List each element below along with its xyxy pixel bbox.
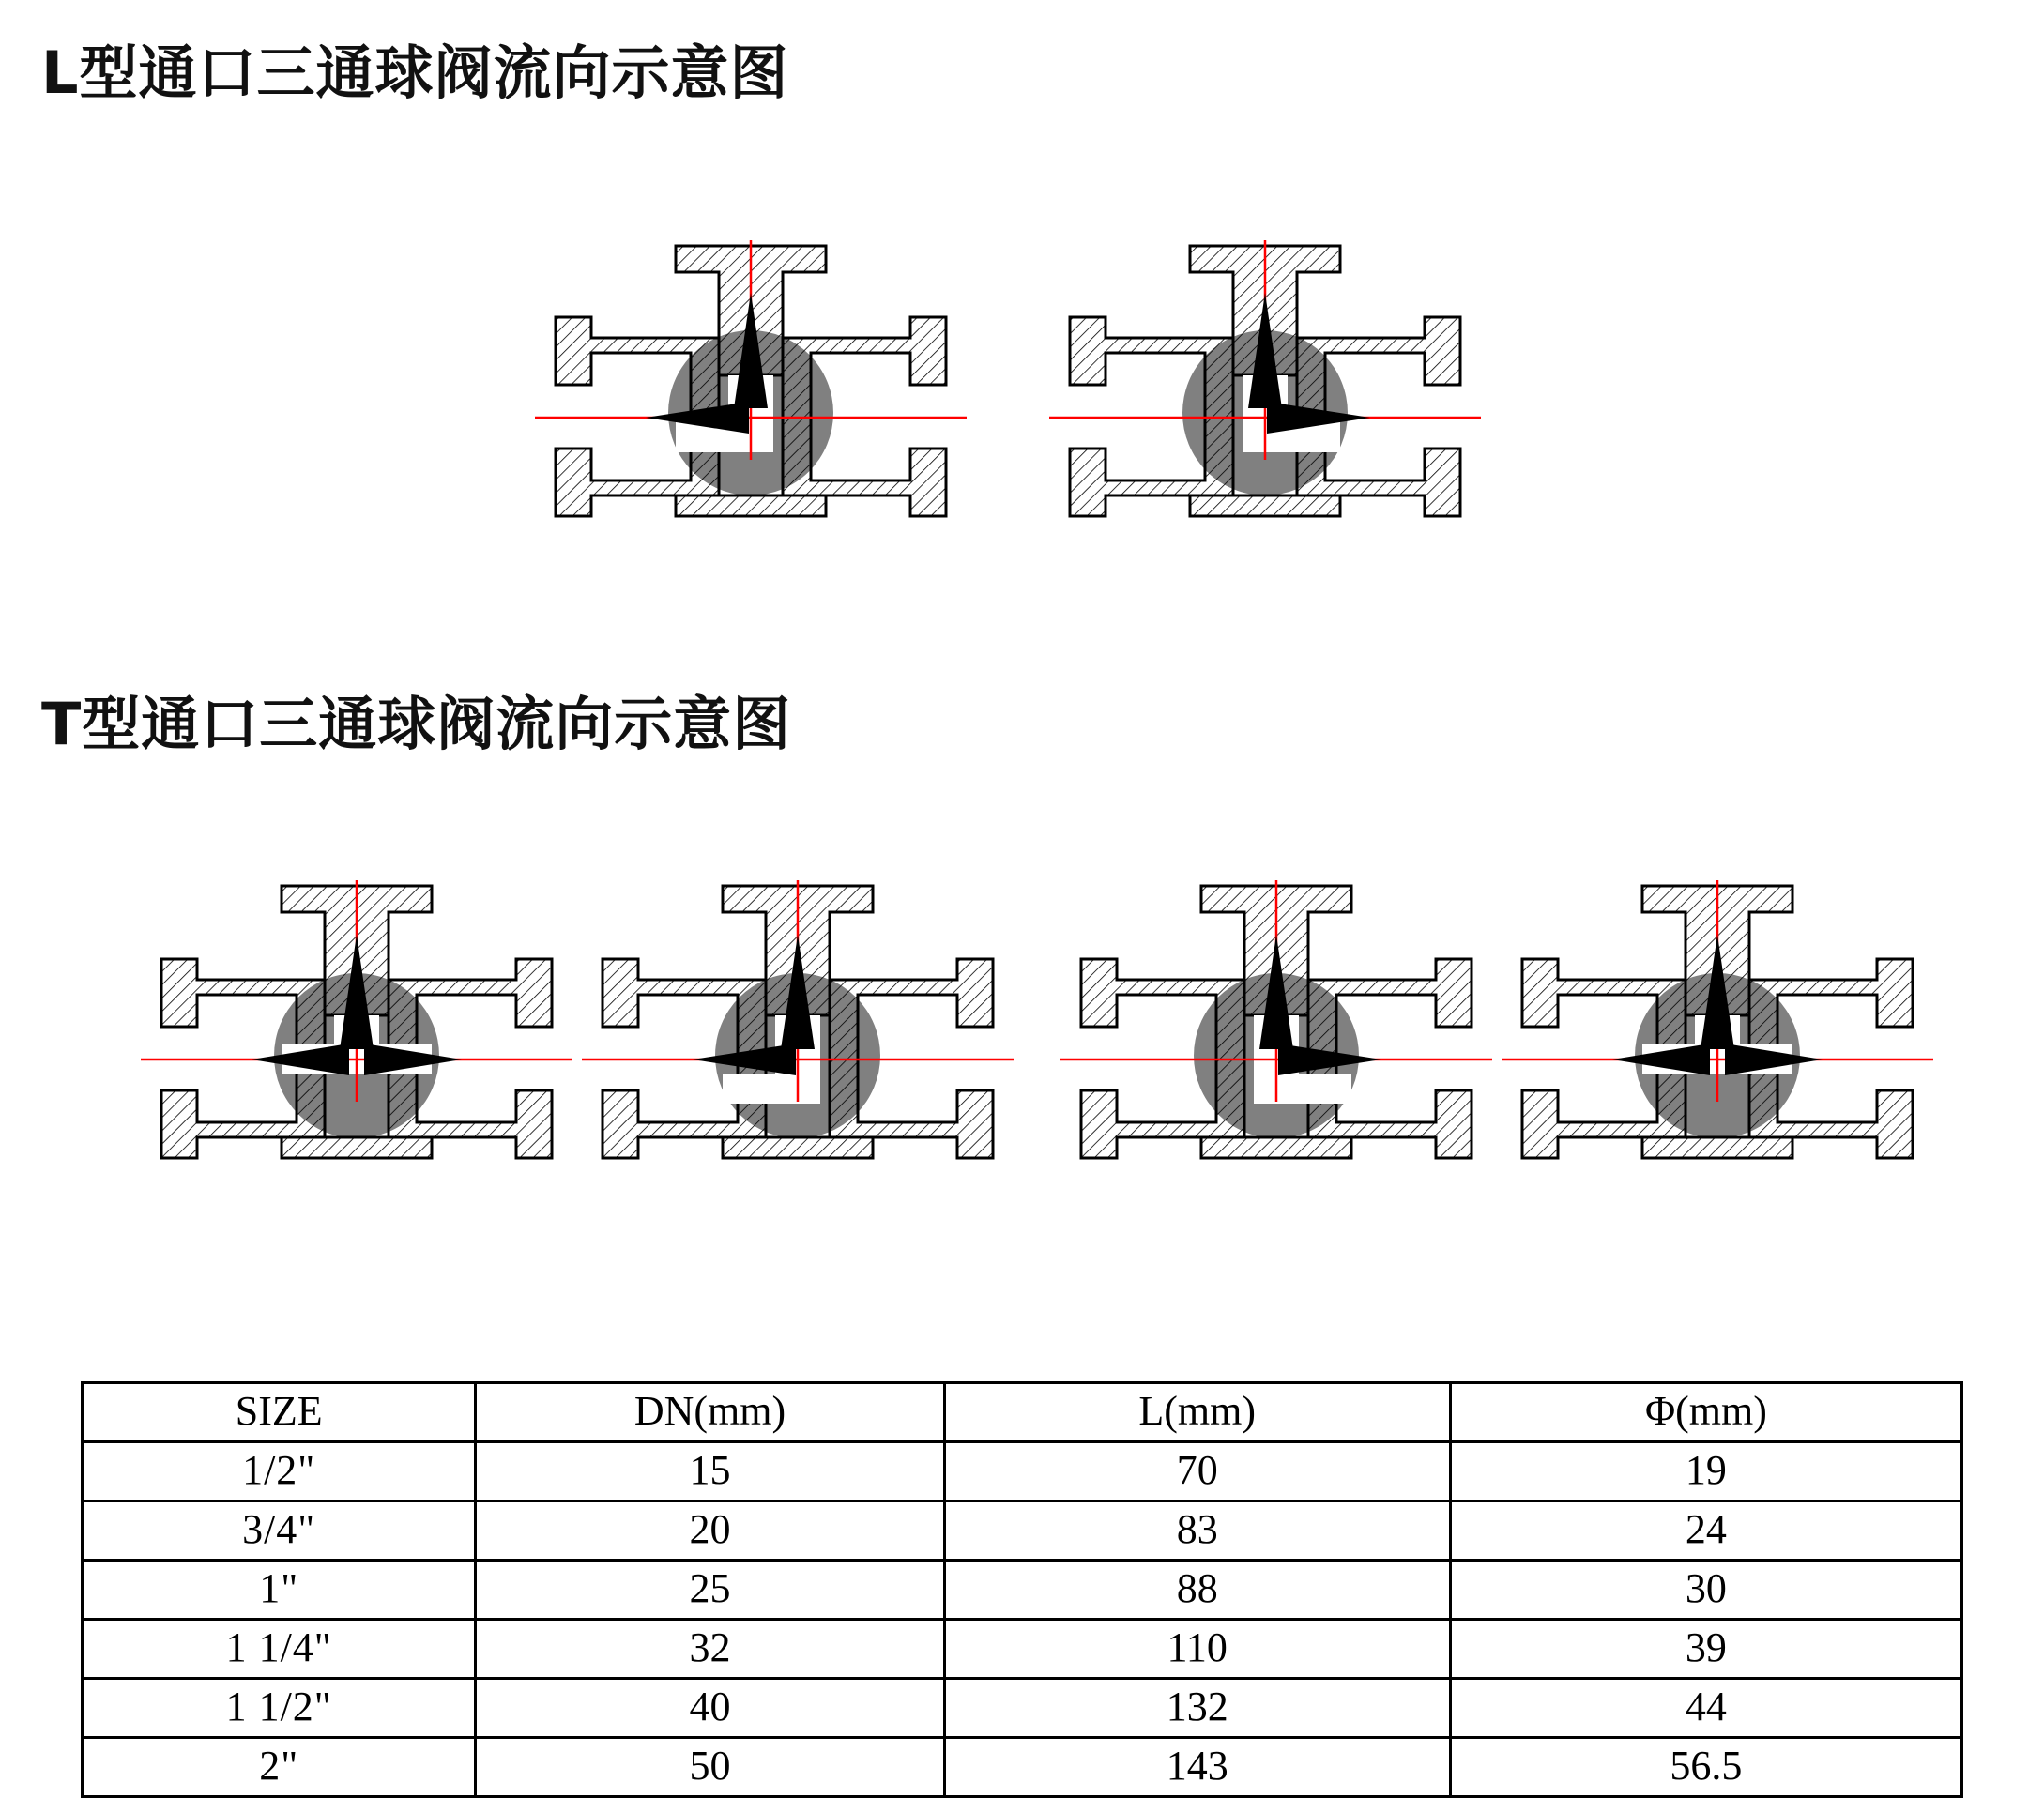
cell-phi: 24	[1450, 1501, 1961, 1561]
cell-dn: 40	[476, 1679, 944, 1738]
cell-size: 1 1/4"	[83, 1620, 476, 1679]
t-valve-up-left-right	[141, 873, 572, 1196]
cell-size: 1/2"	[83, 1442, 476, 1501]
cell-dn: 50	[476, 1738, 944, 1797]
cell-size: 2"	[83, 1738, 476, 1797]
cell-phi: 30	[1450, 1561, 1961, 1620]
cell-size: 1"	[83, 1561, 476, 1620]
table-header-size: SIZE	[83, 1383, 476, 1442]
table-header-phi: Φ(mm)	[1450, 1383, 1961, 1442]
table-row	[83, 1501, 1962, 1561]
table-header-dn: DN(mm)	[476, 1383, 944, 1442]
l-valve-up-right	[1049, 235, 1481, 549]
t-valve-up-right	[1060, 873, 1492, 1196]
l-valve-left-up	[535, 235, 967, 549]
cell-dn: 25	[476, 1561, 944, 1620]
cell-dn: 32	[476, 1620, 944, 1679]
table-row	[83, 1620, 1962, 1679]
cell-l: 70	[944, 1442, 1450, 1501]
cell-size: 1 1/2"	[83, 1679, 476, 1738]
table-row	[83, 1561, 1962, 1620]
cell-size: 3/4"	[83, 1501, 476, 1561]
cell-phi: 39	[1450, 1620, 1961, 1679]
cell-l: 132	[944, 1679, 1450, 1738]
table-row	[83, 1679, 1962, 1738]
cell-phi: 19	[1450, 1442, 1961, 1501]
t-valve-left-up	[582, 873, 1014, 1196]
diagram-row-l-type	[0, 235, 2044, 544]
cell-dn: 20	[476, 1501, 944, 1561]
cell-l: 143	[944, 1738, 1450, 1797]
cell-l: 110	[944, 1620, 1450, 1679]
cell-phi: 44	[1450, 1679, 1961, 1738]
page-title-t-type: T型通口三通球阀流向示意图	[41, 690, 792, 758]
table-row	[83, 1442, 1962, 1501]
cell-dn: 15	[476, 1442, 944, 1501]
cell-phi: 56.5	[1450, 1738, 1961, 1797]
cell-l: 83	[944, 1501, 1450, 1561]
spec-table	[81, 1381, 1963, 1798]
t-valve-left-right-up	[1502, 873, 1933, 1196]
table-header-row	[83, 1383, 1962, 1442]
table-row	[83, 1738, 1962, 1797]
table-header-l: L(mm)	[944, 1383, 1450, 1442]
diagram-row-t-type	[0, 873, 2044, 1192]
cell-l: 88	[944, 1561, 1450, 1620]
page-title-l-type: L型通口三通球阀流向示意图	[41, 38, 789, 107]
